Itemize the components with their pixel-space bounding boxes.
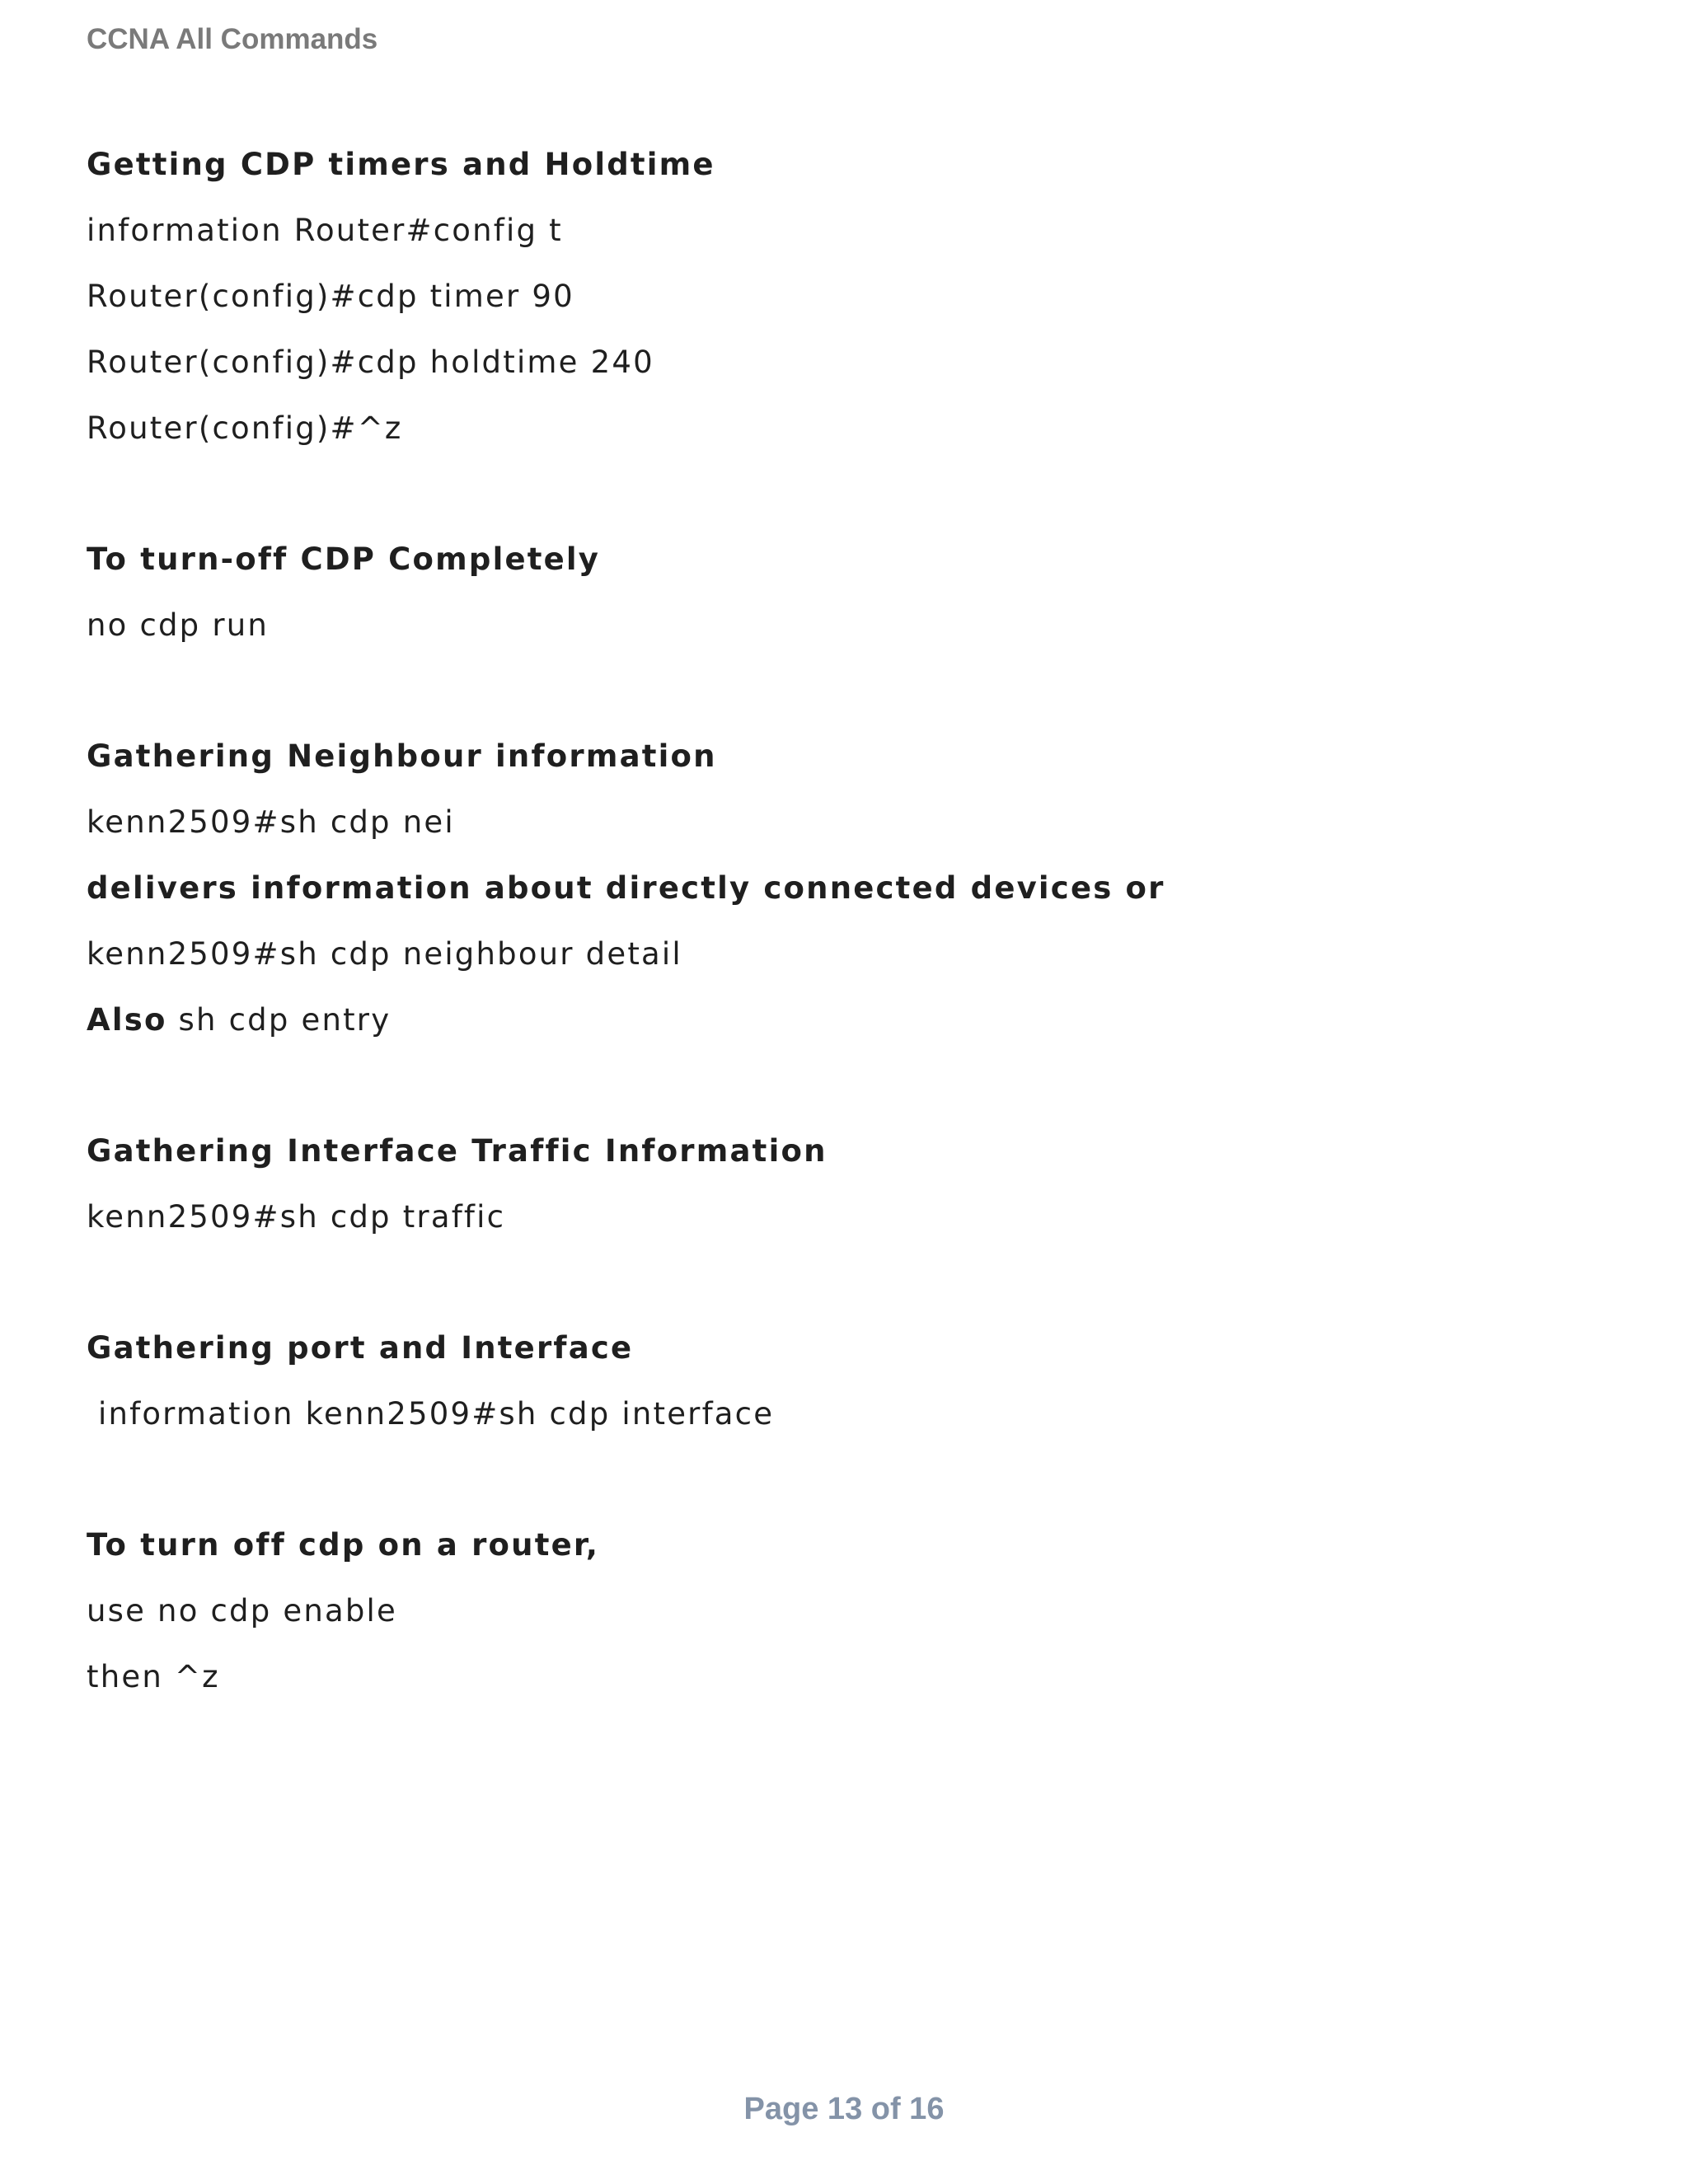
also-command: sh cdp entry bbox=[166, 1002, 392, 1038]
page-number: Page 13 of 16 bbox=[743, 2092, 945, 2126]
command-line: kenn2509#sh cdp traffic bbox=[87, 1199, 506, 1235]
section-heading-interface-traffic: Gathering Interface Traffic Information bbox=[87, 1133, 828, 1169]
section-gap bbox=[87, 1250, 1570, 1315]
command-line: Router(config)#^z bbox=[87, 410, 403, 446]
running-header: CCNA All Commands bbox=[87, 23, 378, 55]
command-line: Router(config)#cdp timer 90 bbox=[87, 279, 574, 314]
command-line: information kenn2509#sh cdp interface bbox=[87, 1396, 775, 1432]
section-gap bbox=[87, 1053, 1570, 1118]
section-heading-turn-off-cdp: To turn-off CDP Completely bbox=[87, 541, 601, 577]
also-label: Also bbox=[87, 1002, 167, 1038]
also-line bbox=[87, 987, 1570, 1053]
description-line: delivers information about directly connected devices or bbox=[87, 870, 1165, 906]
command-line: kenn2509#sh cdp nei bbox=[87, 804, 455, 840]
section-gap bbox=[87, 1447, 1570, 1512]
section-heading-neighbour-info: Gathering Neighbour information bbox=[87, 738, 717, 774]
command-line: kenn2509#sh cdp neighbour detail bbox=[87, 936, 682, 972]
command-line: no cdp run bbox=[87, 607, 270, 643]
command-line: Router(config)#cdp holdtime 240 bbox=[87, 344, 654, 380]
page-content bbox=[87, 132, 1570, 1710]
command-line: information Router#config t bbox=[87, 213, 563, 248]
section-heading-cdp-timers: Getting CDP timers and Holdtime bbox=[87, 147, 715, 182]
section-gap bbox=[87, 658, 1570, 724]
section-heading-router-cdp-off: To turn off cdp on a router, bbox=[87, 1527, 600, 1563]
command-line: then ^z bbox=[87, 1659, 220, 1694]
command-line: use no cdp enable bbox=[87, 1593, 397, 1629]
section-heading-port-interface: Gathering port and Interface bbox=[87, 1330, 634, 1366]
section-gap bbox=[87, 462, 1570, 527]
